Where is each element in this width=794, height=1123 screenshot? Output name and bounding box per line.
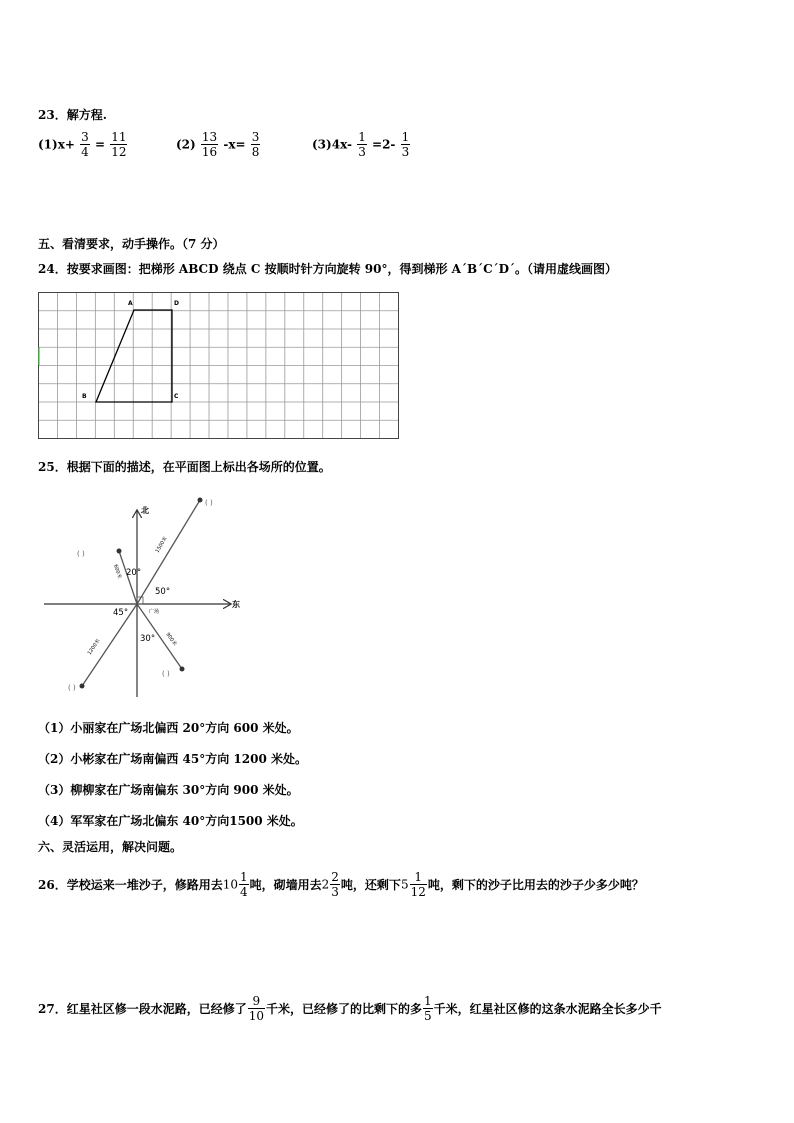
q25-item-3: （3）柳柳家在广场南偏东 30°方向 900 米处。 (38, 783, 299, 797)
q25-item-2: （2）小彬家在广场南偏西 45°方向 1200 米处。 (38, 752, 307, 766)
q26-whole-2: 2 (321, 877, 330, 892)
point-a-label: A (128, 300, 133, 307)
frac-num: 2 (331, 870, 339, 884)
q27-frac-2 (423, 994, 433, 1023)
point-b-label: B (82, 393, 87, 400)
frac-den: 4 (81, 145, 89, 159)
q25-title: 25．根据下面的描述，在平面图上标出各场所的位置。 (38, 460, 331, 474)
equation-1 (38, 130, 128, 159)
eq1-pre: x+ (57, 137, 75, 152)
frac-den: 3 (401, 145, 410, 159)
answer-blank-ne: ( ) (205, 499, 213, 507)
frac-num: 1 (414, 870, 423, 884)
q24-title: 24．按要求画图：把梯形 ABCD 绕点 C 按顺时针方向旋转 90°，得到梯形 A´B´C´D´。（请用虚线画图） (38, 262, 618, 276)
grid-lines (39, 293, 399, 439)
q26-whole-1: 10 (222, 877, 238, 892)
q26-part-c: 吨，还剩下 (340, 878, 401, 892)
eq2-mid: -x= (223, 137, 246, 152)
frac-den: 12 (111, 145, 127, 159)
frac-num: 3 (251, 130, 260, 144)
frac-den: 8 (251, 145, 260, 159)
q25-item-4: （4）军军家在广场北偏东 40°方向1500 米处。 (38, 814, 303, 828)
frac-den: 3 (358, 145, 366, 159)
q26-frac-2 (330, 870, 340, 899)
eq1-mid: = (94, 137, 106, 152)
q26-text (38, 870, 644, 899)
frac-den: 12 (410, 885, 426, 899)
eq3-pre: 4x- (331, 137, 352, 152)
answer-blank-sw: ( ) (68, 684, 76, 692)
q27-part-a: 27．红星社区修一段水泥路，已经修了 (38, 1002, 247, 1016)
eq3-frac1 (357, 130, 367, 159)
frac-den: 10 (248, 1009, 264, 1023)
angle-45-label: 45° (113, 608, 129, 618)
q27-frac-1 (248, 994, 265, 1023)
frac-den: 16 (201, 145, 218, 159)
point-sw (80, 684, 85, 689)
eq2-label: (2) (176, 137, 196, 152)
eq1-frac1 (80, 130, 90, 159)
compass-svg (40, 493, 260, 698)
north-label: 北 (141, 506, 149, 515)
angle-20-label: 20° (126, 568, 142, 578)
answer-blank-nw: ( ) (77, 550, 85, 558)
eq3-mid: =2- (372, 137, 396, 152)
eq2-frac2 (251, 130, 261, 159)
trapezoid-abcd (96, 310, 172, 402)
compass-diagram (40, 493, 260, 701)
grid-diagram (38, 292, 400, 443)
frac-den: 4 (239, 885, 248, 899)
q26-frac-1 (239, 870, 249, 899)
eq2-frac1 (201, 130, 218, 159)
ray-sw (82, 604, 137, 686)
angle-30-label: 30° (140, 634, 156, 644)
distance-1200-label: 1200米 (86, 638, 102, 657)
section-6-heading: 六、灵活运用，解决问题。 (38, 840, 183, 854)
distance-600-label: 600米 (112, 563, 123, 580)
angle-50-label: 50° (155, 587, 171, 597)
frac-num: 1 (239, 870, 248, 884)
frac-den: 3 (331, 885, 339, 899)
equation-3 (312, 130, 411, 159)
frac-num: 13 (201, 130, 218, 144)
distance-1500-label: 1500米 (154, 535, 169, 555)
q27-part-c: 千米，红星社区修的这条水泥路全长多少千 (433, 1002, 662, 1016)
distance-900-label: 900米 (164, 631, 178, 648)
grid-svg (38, 292, 400, 440)
center-label: 广场 (149, 609, 160, 615)
q25-item-1: （1）小丽家在广场北偏西 20°方向 600 米处。 (38, 721, 299, 735)
point-ne (198, 498, 203, 503)
eq1-label: (1) (38, 137, 58, 152)
answer-blank-se: ( ) (162, 670, 170, 678)
point-se (180, 667, 185, 672)
frac-num: 9 (252, 994, 261, 1008)
eq3-frac2 (401, 130, 411, 159)
eq3-label: (3) (312, 137, 332, 152)
point-d-label: D (174, 300, 179, 307)
q27-text (38, 994, 662, 1023)
point-c-label: C (174, 393, 179, 400)
q26-frac-3 (410, 870, 427, 899)
q26-part-d: 吨，剩下的沙子比用去的沙子少多少吨？ (427, 878, 644, 892)
frac-num: 1 (358, 130, 366, 144)
eq1-frac2 (110, 130, 127, 159)
q26-whole-3: 5 (400, 877, 409, 892)
frac-num: 1 (401, 130, 410, 144)
section-5-heading: 五、看清要求，动手操作。（7 分） (38, 237, 225, 251)
q26-part-a: 26．学校运来一堆沙子，修路用去 (38, 878, 223, 892)
frac-num: 1 (424, 994, 432, 1008)
frac-num: 11 (111, 130, 127, 144)
equation-2 (176, 130, 261, 159)
east-label: 东 (232, 600, 240, 609)
q26-part-b: 吨，砌墙用去 (249, 878, 322, 892)
point-nw (117, 549, 122, 554)
q27-part-b: 千米，已经修了的比剩下的多 (265, 1002, 422, 1016)
q23-title: 23．解方程. (38, 108, 107, 122)
frac-den: 5 (424, 1009, 432, 1023)
frac-num: 3 (81, 130, 89, 144)
